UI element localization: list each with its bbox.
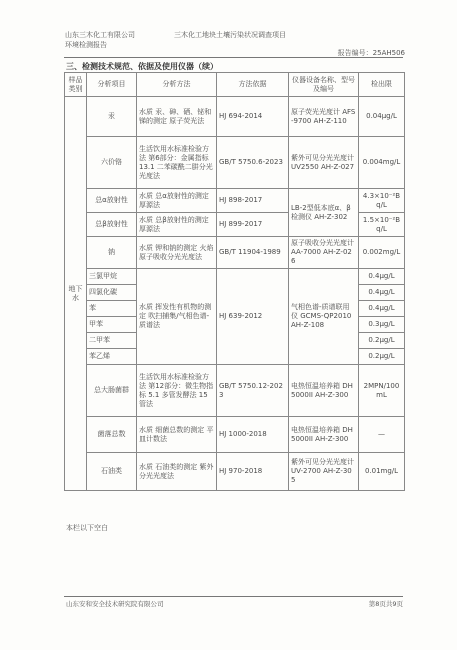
col-instrument: 仪器设备名称、型号及编号 [289, 73, 359, 97]
col-limit: 检出限 [359, 73, 405, 97]
table-row [65, 365, 405, 417]
item-cell: 石油类 [87, 453, 137, 491]
limit-cell: 0.2μg/L [359, 333, 405, 349]
method-cell: 水质 石油类的测定 紫外分光光度法 [137, 453, 217, 491]
item-cell: 钠 [87, 237, 137, 269]
limit-cell: 1.5×10⁻²Bq/L [359, 213, 405, 237]
footer-org: 山东安和安全技术研究院有限公司 [66, 600, 164, 608]
company-name: 山东三木化工有限公司 [65, 31, 135, 39]
basis-cell: HJ 898-2017 [217, 189, 289, 213]
item-cell: 四氯化碳 [87, 285, 137, 301]
basis-cell: HJ 694-2014 [217, 97, 289, 137]
col-method: 分析方法 [137, 73, 217, 97]
page-number: 第8页共9页 [368, 600, 403, 608]
basis-cell: HJ 639-2012 [217, 269, 289, 365]
item-cell: 总大肠菌群 [87, 365, 137, 417]
item-cell: 总α放射性 [87, 189, 137, 213]
method-table [64, 72, 405, 491]
basis-cell: HJ 970-2018 [217, 453, 289, 491]
limit-cell: 0.04μg/L [359, 97, 405, 137]
limit-cell: 0.2μg/L [359, 349, 405, 365]
limit-cell: 0.4μg/L [359, 285, 405, 301]
section-title: 三、检测技术规范、依据及使用仪器（续） [66, 62, 218, 71]
item-cell: 三氯甲烷 [87, 269, 137, 285]
basis-cell: HJ 1000-2018 [217, 417, 289, 453]
report-type: 环境检测报告 [65, 41, 107, 49]
item-cell: 六价铬 [87, 137, 137, 189]
method-cell: 水质 总α放射性的测定 厚源法 [137, 189, 217, 213]
item-cell: 苯 [87, 301, 137, 317]
instrument-cell: 原子吸收分光光度计 AA-7000 AH-Z-026 [289, 237, 359, 269]
limit-cell: — [359, 417, 405, 453]
end-note: 本栏以下空白 [66, 524, 108, 532]
table-row [65, 189, 405, 213]
header-company [65, 30, 135, 50]
item-cell: 甲苯 [87, 317, 137, 333]
method-cell: 水质 钾和钠的测定 火焰原子吸收分光光度法 [137, 237, 217, 269]
instrument-cell: LB-2型低本底α、β检测仪 AH-Z-302 [289, 189, 359, 237]
limit-cell: 0.4μg/L [359, 301, 405, 317]
method-cell: 生活饮用水标准检验方法 第6部分：金属指标 13.1 二苯碳酰二肼分光光度法 [137, 137, 217, 189]
limit-cell: 4.3×10⁻²Bq/L [359, 189, 405, 213]
item-cell: 苯乙烯 [87, 349, 137, 365]
instrument-cell: 电热恒温培养箱 DH5000II AH-Z-300 [289, 417, 359, 453]
instrument-cell: 气相色谱-质谱联用仪 GCMS-QP2010 AH-Z-108 [289, 269, 359, 365]
basis-cell: HJ 899-2017 [217, 213, 289, 237]
limit-cell: 0.002mg/L [359, 237, 405, 269]
col-item: 分析项目 [87, 73, 137, 97]
table-row [65, 453, 405, 491]
item-cell: 菌落总数 [87, 417, 137, 453]
method-cell: 生活饮用水标准检验方法 第12部分：微生物指标 5.1 多管发酵法 15管法 [137, 365, 217, 417]
basis-cell: GB/T 5750.12-2023 [217, 365, 289, 417]
method-cell: 水质 细菌总数的测定 平皿计数法 [137, 417, 217, 453]
basis-cell: GB/T 11904-1989 [217, 237, 289, 269]
item-cell: 汞 [87, 97, 137, 137]
instrument-cell: 电热恒温培养箱 DH5000II AH-Z-300 [289, 365, 359, 417]
col-basis: 方法依据 [217, 73, 289, 97]
basis-cell: GB/T 5750.6-2023 [217, 137, 289, 189]
instrument-cell: 紫外可见分光光度计 UV-2700 AH-Z-305 [289, 453, 359, 491]
limit-cell: 0.3μg/L [359, 317, 405, 333]
footer-rule [64, 596, 403, 597]
item-cell: 二甲苯 [87, 333, 137, 349]
limit-cell: 0.01mg/L [359, 453, 405, 491]
sample-type-cell: 地下水 [65, 97, 87, 491]
method-cell: 水质 汞、砷、硒、铋和锑的测定 原子荧光法 [137, 97, 217, 137]
col-sample-type: 样品类别 [65, 73, 87, 97]
limit-cell: 0.4μg/L [359, 269, 405, 285]
limit-cell: 2MPN/100mL [359, 365, 405, 417]
table-row [65, 97, 405, 137]
table-row [65, 417, 405, 453]
project-title: 三木化工地块土壤污染状况调查项目 [174, 31, 286, 39]
table-header-row [65, 73, 405, 97]
report-number: 报告编号：25AH506 [337, 49, 405, 57]
table-row [65, 137, 405, 189]
table-row [65, 269, 405, 285]
item-cell: 总β放射性 [87, 213, 137, 237]
instrument-cell: 紫外可见分光光度计 UV2550 AH-Z-027 [289, 137, 359, 189]
limit-cell: 0.004mg/L [359, 137, 405, 189]
instrument-cell: 原子荧光光度计 AFS-9700 AH-Z-110 [289, 97, 359, 137]
method-cell: 水质 总β放射性的测定 厚源法 [137, 213, 217, 237]
method-cell: 水质 挥发性有机物的测定 吹扫捕集/气相色谱-质谱法 [137, 269, 217, 365]
table-row [65, 237, 405, 269]
header-rule [64, 57, 403, 58]
